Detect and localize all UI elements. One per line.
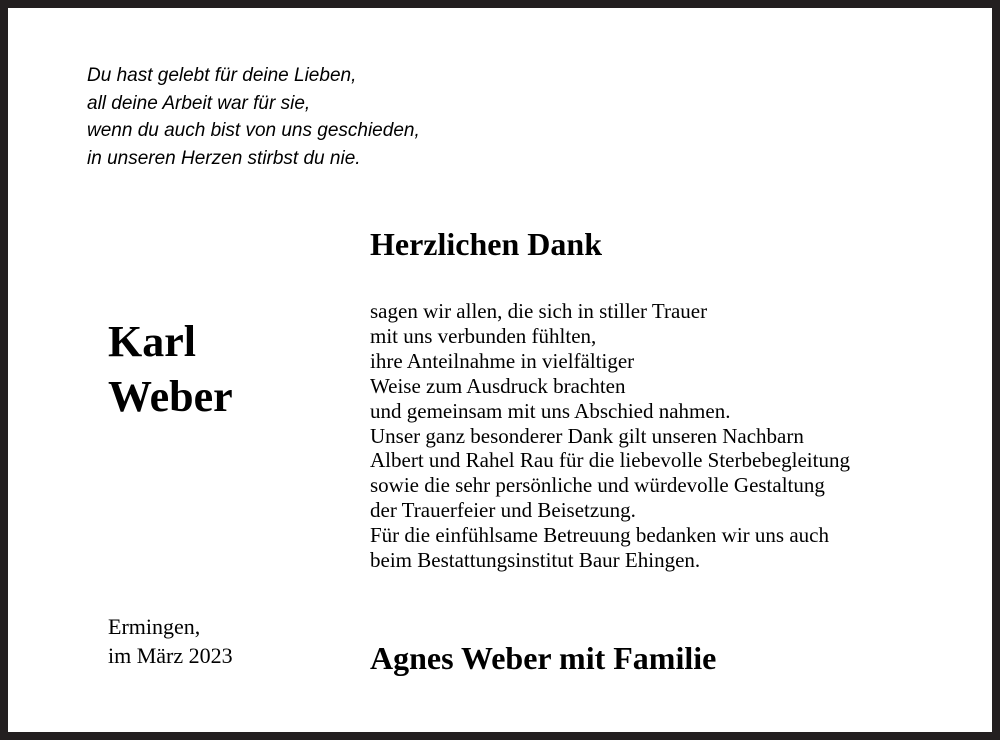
- last-name: Weber: [108, 372, 233, 421]
- place-date: [108, 612, 233, 670]
- place: Ermingen,: [108, 614, 201, 639]
- poem: [87, 62, 420, 172]
- poem-line: all deine Arbeit war für sie,: [87, 92, 311, 114]
- text-line: Unser ganz besonderer Dank gilt unseren Nachbarn: [370, 423, 804, 448]
- text-line: der Trauerfeier und Beisetzung.: [370, 498, 636, 523]
- obituary-notice: [8, 8, 992, 732]
- text-line: sowie die sehr persönliche und würdevolle Gestaltung: [370, 473, 825, 498]
- text-line: beim Bestattungsinstitut Baur Ehingen.: [370, 548, 701, 573]
- signature: Agnes Weber mit Familie: [370, 640, 717, 676]
- text-line: mit uns verbunden fühlten,: [370, 323, 597, 348]
- text-line: Weise zum Ausdruck brachten: [370, 373, 626, 398]
- deceased-name: [108, 314, 233, 424]
- text-line: Albert und Rahel Rau für die liebevolle Sterbebegleitung: [370, 448, 850, 473]
- thanks-heading: Herzlichen Dank: [370, 226, 602, 262]
- poem-line: Du hast gelebt für deine Lieben,: [87, 65, 357, 86]
- poem-line: wenn du auch bist von uns geschieden,: [87, 120, 420, 141]
- thanks-text: [370, 299, 850, 573]
- text-line: ihre Anteilnahme in vielfältiger: [370, 348, 635, 373]
- text-line: Für die einfühlsame Betreuung bedanken wir uns auch: [370, 523, 829, 548]
- first-name: Karl: [108, 317, 196, 366]
- text-line: sagen wir allen, die sich in stiller Trauer: [370, 299, 708, 323]
- date: im März 2023: [108, 643, 233, 668]
- poem-line: in unseren Herzen stirbst du nie.: [87, 147, 361, 169]
- text-line: und gemeinsam mit uns Abschied nahmen.: [370, 398, 731, 423]
